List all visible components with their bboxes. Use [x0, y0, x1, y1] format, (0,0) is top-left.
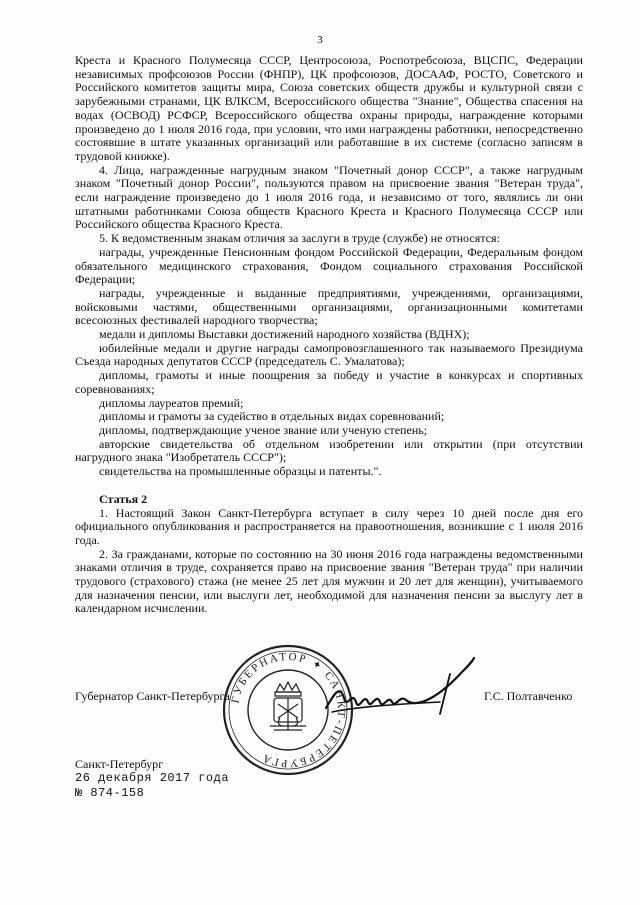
document-body	[75, 54, 583, 616]
exclusion-item: авторские свидетельства об отдельном изобретении или открытии (при отсутствии нагрудного знака "Изобретатель СССР");	[75, 436, 583, 465]
article-paragraph: 1. Настоящий Закон Санкт-Петербурга вступает в силу через 10 дней после дня его официального опубликования и распространяется на правоотношения, возникшие с 1 июля 2016 года.	[75, 505, 583, 547]
signatory-position: Губернатор Санкт-Петербурга	[75, 689, 230, 703]
handwritten-signature	[322, 654, 482, 724]
exclusion-item: медали и дипломы Выставки достижений народного хозяйства (ВДНХ);	[99, 327, 470, 342]
exclusion-item: свидетельства на промышленные образцы и патенты.".	[99, 464, 382, 479]
signatory-name: Г.С. Полтавченко	[484, 689, 573, 703]
paragraph-continuation: Креста и Красного Полумесяца СССР, Центросоюза, Роспотребсоюза, ВЦСПС, Федерации независимых профсоюзов России (ФНПР), ЦК профсоюзов, ДОСААФ, РОСТО, Советского и Российского комитетов защиты мира, Союза советских обществ дружбы и культурной связи с зарубежными странами, ЦК ВЛКСМ, Всероссийского общества "Знание", Общества спасения на водах (ОСВОД) РСФСР, Всероссийского общества охраны природы, награждение которыми произведено до 1 июля 2016 года, при условии, что ими награждены работники, непосредственно состоявшие в штате указанных организаций или работавшие в их системе (согласно записям в трудовой книжке).	[75, 53, 583, 163]
exclusion-item: дипломы и грамоты за судейство в отдельных видах соревнований;	[99, 409, 445, 424]
article-heading: Статья 2	[99, 491, 148, 506]
exclusion-item: дипломы лауреатов премий;	[99, 395, 244, 410]
article-paragraph: 2. За гражданами, которые по состоянию на 30 июня 2016 года награждены ведомственными знаками отличия в труде, сохраняется право на присвоение звания "Ветеран труда" при наличии трудового (страхового) стажа (не менее 25 лет для мужчин и 20 лет для женщин), учитываемого для назначения пенсии, или выслуги лет, необходимой для назначения пенсии за выслугу лет в календарном исчислении.	[75, 546, 583, 616]
exclusion-item: награды, учрежденные и выданные предприятиями, учреждениями, организациями, войсковыми частями, общественными организациями, организационными комитетами всесоюзных фестивалей народного творчества;	[75, 285, 583, 328]
exclusion-item: награды, учрежденные Пенсионным фондом Российской Федерации, Федеральным фондом обязательного медицинского страхования, Фондом социального страхования Российской Федерации;	[75, 244, 583, 287]
page-number: 3	[317, 34, 323, 46]
exclusion-item: дипломы, грамоты и иные поощрения за победу и участие в конкурсах и спортивных соревнованиях;	[75, 368, 583, 396]
exclusion-item: дипломы, подтверждающие ученое звание или ученую степень;	[99, 422, 428, 437]
paragraph-exclusions-intro: 5. К ведомственным знакам отличия за заслуги в труде (службе) не относятся:	[99, 231, 500, 246]
exclusion-item: юбилейные медали и другие награды самопровозглашенного так называемого Президиума Съезда народных депутатов СССР (председатель С. Умалатова);	[75, 340, 583, 369]
law-number: № 874-158	[75, 786, 145, 800]
svg-text:ГУБЕРНАТОР ✦ САНКТ-ПЕТЕРБУРГА: ГУБЕРНАТОР ✦ САНКТ-ПЕТЕРБУРГА	[229, 650, 348, 770]
paragraph-donor: 4. Лица, награжденные нагрудным знаком "Почетный донор СССР", а также нагрудным знаком "Почетный донор России", пользуются правом на присвоение звания "Ветеран труда", если награждение произведено до 1 июля 2016 года, и независимо от того, являлись ли они штатными работниками Союза обществ Красного Креста и Красного Полумесяца СССР или Российского общества Красного Креста.	[75, 162, 583, 232]
place-of-signing: Санкт-Петербург	[75, 757, 164, 771]
signing-date: 26 декабря 2017 года	[75, 771, 230, 785]
